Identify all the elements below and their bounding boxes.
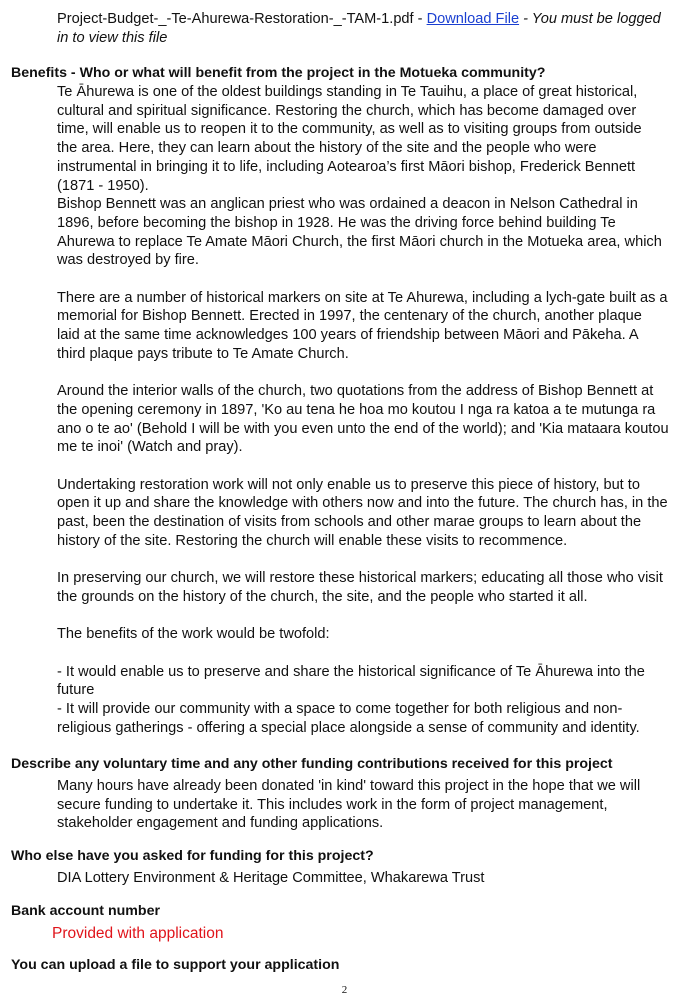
text-line: the grounds on the history of the church, the site, and the people who started it all. [57, 588, 588, 605]
text-line: Te Āhurewa is one of the oldest buildings standing in Te Tauihu, a place of great historical, [57, 84, 638, 100]
text-line: the opening ceremony in 1897, 'Ko au tena he hoa mo koutou I nga ra katoa a te mutunga ra [57, 401, 656, 418]
text-line: Around the interior walls of the church, two quotations from the address of Bishop Bennett at [57, 383, 654, 400]
benefits-paragraph-5 [57, 569, 682, 606]
text-line: the area. Here, they can learn about the history of the site and the people who were [57, 140, 597, 157]
benefits-paragraph-7 [57, 663, 682, 738]
file-name: Project-Budget-_-Te-Ahurewa-Restoration-_-TAM-1.pdf [57, 11, 414, 27]
benefits-paragraph-3 [57, 382, 682, 457]
text-line: Ahurewa to replace Te Amate Māori Church, the first Māori church in the Motueka area, which [57, 233, 662, 250]
text-line: was destroyed by fire. [57, 252, 199, 269]
text-line: open it up and share the knowledge with others now and into the future. The church has, in the [57, 495, 668, 512]
bank-account-heading: Bank account number [11, 903, 160, 919]
other-funding-answer: DIA Lottery Environment & Heritage Committee, Whakarewa Trust [57, 870, 485, 886]
text-line: secure funding to undertake it. This includes work in the form of project management, [57, 796, 608, 813]
file-attachment-block [57, 10, 682, 47]
download-file-link[interactable]: Download File [426, 11, 520, 27]
text-line: The benefits of the work would be twofold: [57, 626, 330, 643]
text-line: - It will provide our community with a space to come together for both religious and non- [57, 701, 623, 718]
text-line: Bishop Bennett was an anglican priest who was ordained a deacon in Nelson Cathedral in [57, 196, 638, 213]
voluntary-paragraph [57, 777, 682, 833]
text-line: instrumental in bringing it to life, including Aotearoa’s first Māori bishop, Frederick Bennett [57, 158, 636, 175]
other-funding-heading: Who else have you asked for funding for this project? [11, 848, 374, 864]
upload-heading: You can upload a file to support your application [11, 957, 340, 973]
text-line: cultural and spiritual significance. Restoring the church, which has become damaged over [57, 102, 637, 119]
text-line: 1896, before becoming the bishop in 1928. He was the driving force behind building Te [57, 214, 616, 231]
text-line: laid at the same time acknowledges 100 years of friendship between Māori and Pākeha. A [57, 327, 639, 344]
benefits-paragraph-6 [57, 625, 682, 644]
text-line: Undertaking restoration work will not only enable us to preserve this piece of history, but to [57, 476, 640, 493]
file-line-1 [57, 10, 682, 29]
page-number: 2 [341, 984, 348, 996]
text-line: me te inoi' (Watch and pray). [57, 439, 243, 456]
text-line: memorial for Bishop Bennett. Erected in 1997, the centenary of the church, another plaque [57, 308, 642, 325]
text-line: - It would enable us to preserve and share the historical significance of Te Āhurewa into the [57, 663, 645, 680]
text-line: history of the site. Restoring the church will enable these visits to recommence. [57, 532, 568, 549]
text-line: religious gatherings - offering a special place alongside a sense of community and identity. [57, 719, 640, 736]
text-line: Many hours have already been donated 'in kind' toward this project in the hope that we will [57, 778, 641, 794]
text-line: ano o te ao' (Behold I will be with you even unto the end of the world); and 'Kia mataara koutou [57, 420, 669, 437]
bank-account-answer: Provided with application [52, 925, 224, 942]
text-line: third plaque pays tribute to Te Amate Church. [57, 345, 349, 362]
voluntary-heading: Describe any voluntary time and any other funding contributions received for this project [11, 756, 613, 772]
file-separator: - [413, 11, 427, 27]
text-line: In preserving our church, we will restore these historical markers; educating all those who visit [57, 570, 663, 587]
benefits-paragraph-4 [57, 476, 682, 551]
text-line: stakeholder engagement and funding applications. [57, 815, 384, 832]
text-line: There are a number of historical markers on site at Te Ahurewa, including a lych-gate built as a [57, 289, 668, 306]
text-line: time, will enable us to reopen it to the community, as well as to visiting groups from outside [57, 121, 642, 138]
voluntary-answer [57, 777, 682, 833]
benefits-paragraph-1 [57, 83, 682, 270]
login-note-continued: in to view this file [57, 29, 168, 46]
benefits-answer [57, 83, 682, 738]
login-note: - You must be logged [519, 11, 661, 27]
text-line: (1871 - 1950). [57, 177, 149, 194]
text-line: future [57, 682, 95, 699]
text-line: past, been the destination of visits from schools and other marae groups to learn about the [57, 514, 642, 531]
benefits-paragraph-2 [57, 289, 682, 364]
benefits-heading: Benefits - Who or what will benefit from the project in the Motueka community? [11, 65, 546, 81]
